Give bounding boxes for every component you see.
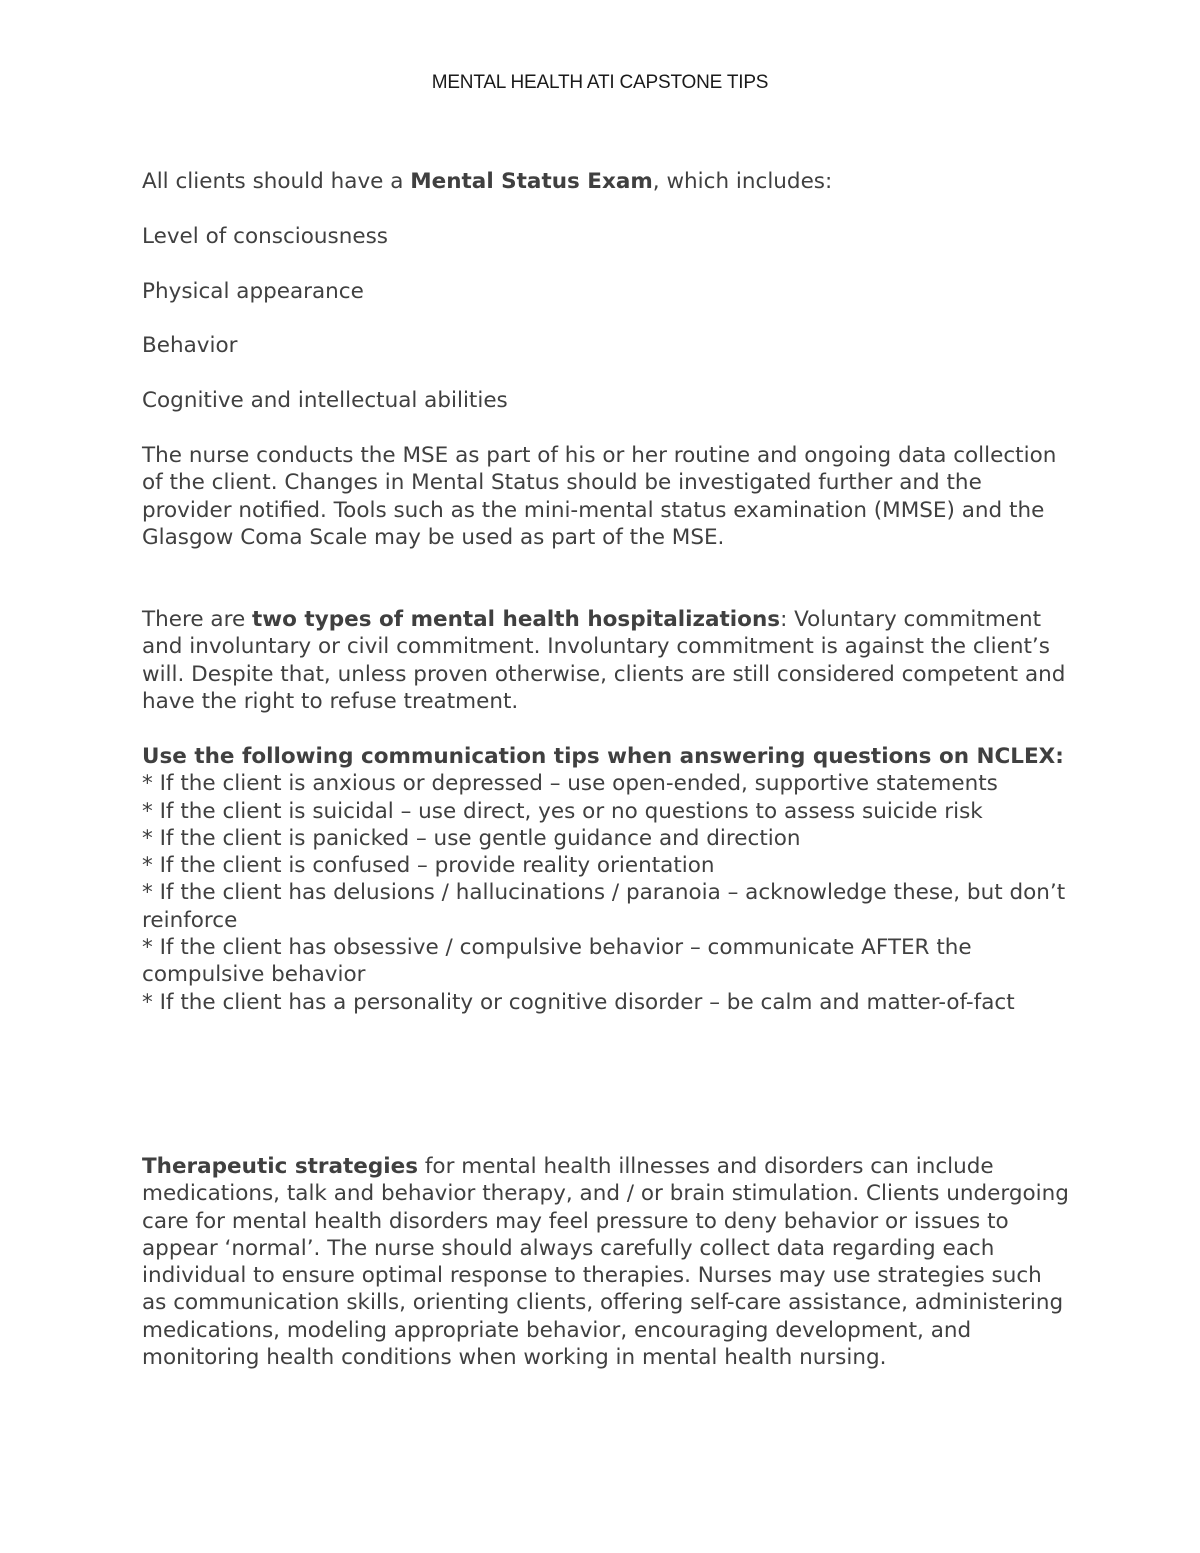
therapeutic-text-after: for mental health illnesses and disorders can include medications, talk and behavior therapy, and / or brain stimulation. Clients undergoing care for mental health disorders may feel pressure to deny behavior or issues to appear ‘normal’. The nurse should always carefully collect data regarding each individual to ensure optimal response to therapies. Nurses may use strategies such as communication skills, orienting clients, offering self-care assistance, administering medications, modeling appropriate behavior, encouraging development, and monitoring health conditions when working in mental health nursing.	[142, 1154, 1069, 1371]
intro-paragraph	[142, 168, 1072, 195]
tip-personality-cognitive: * If the client has a personality or cognitive disorder – be calm and matter-of-fact	[142, 989, 1015, 1015]
intro-bold-term: Mental Status Exam	[410, 169, 653, 194]
mse-paragraph: The nurse conducts the MSE as part of his or her routine and ongoing data collection of the client. Changes in Mental Status should be investigated further and the provider notified. Tools such as the mini-mental status examination (MMSE) and the Glasgow Coma Scale may be used as part of the MSE.	[142, 443, 1057, 550]
tip-panicked: * If the client is panicked – use gentle guidance and direction	[142, 825, 801, 851]
communication-heading: Use the following communication tips when answering questions on NCLEX:	[142, 744, 1064, 769]
communication-tips-section	[142, 743, 1072, 1016]
hospitalization-bold-term: two types of mental health hospitalizations	[252, 607, 781, 632]
intro-text-after: , which includes:	[652, 169, 833, 194]
therapeutic-paragraph	[142, 1153, 1072, 1371]
hospitalization-text-after: : Voluntary commitment and involuntary or civil commitment. Involuntary commitment is against the client’s will. Despite that, unless proven otherwise, clients are still considered competent and have the right to refuse treatment.	[142, 607, 1066, 714]
hospitalization-text-before: There are	[142, 607, 253, 632]
mse-item-behavior: Behavior	[142, 333, 238, 358]
tip-suicidal: * If the client is suicidal – use direct, yes or no questions to assess suicide risk	[142, 798, 983, 824]
tip-anxious-depressed: * If the client is anxious or depressed – use open-ended, supportive statements	[142, 771, 998, 797]
document-title: MENTAL HEALTH ATI CAPSTONE TIPS	[431, 72, 769, 93]
mse-item-level-of-consciousness: Level of consciousness	[142, 224, 388, 249]
therapeutic-bold-term: Therapeutic strategies	[142, 1154, 419, 1179]
mse-item-cognitive-abilities: Cognitive and intellectual abilities	[142, 388, 508, 413]
mse-item-physical-appearance: Physical appearance	[142, 279, 364, 304]
tip-delusions: * If the client has delusions / hallucinations / paranoia – acknowledge these, but don’t reinforce	[142, 880, 1066, 933]
tip-obsessive-compulsive: * If the client has obsessive / compulsive behavior – communicate AFTER the compulsive behavior	[142, 935, 972, 988]
tip-confused: * If the client is confused – provide reality orientation	[142, 853, 715, 879]
intro-text-before: All clients should have a	[142, 169, 411, 194]
hospitalization-paragraph	[142, 606, 1072, 715]
